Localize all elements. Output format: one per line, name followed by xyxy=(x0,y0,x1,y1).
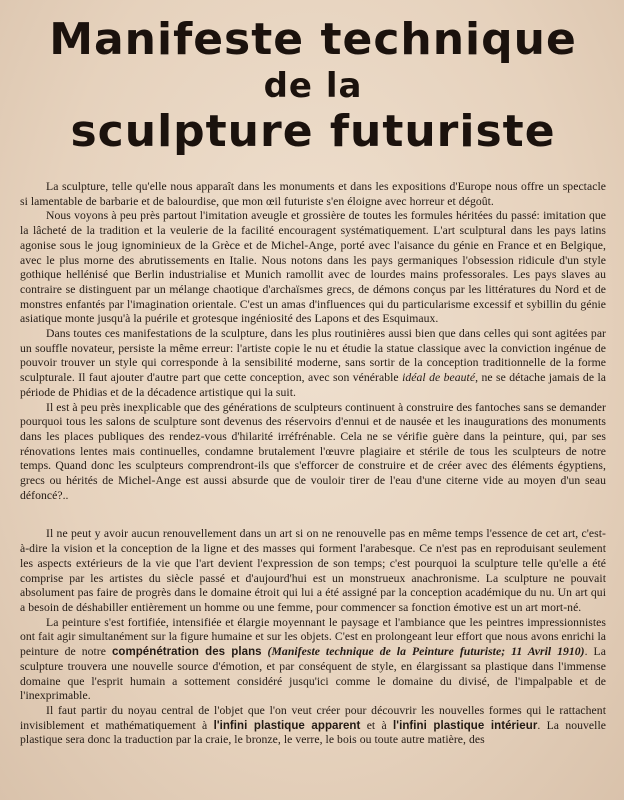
paragraph-6 xyxy=(20,616,606,704)
paragraph-7-bold-2: l'infini plastique intérieur xyxy=(393,719,538,732)
paragraph-6-bold: compénétration des plans xyxy=(111,646,262,659)
manifesto-body xyxy=(20,180,606,748)
title-line-3: sculpture futuriste xyxy=(70,106,556,157)
paragraph-3 xyxy=(20,327,606,401)
paragraph-7-text-b: . La nouvelle plastique sera donc la traduction par la craie, le bronze, le verre, le bois ou toute autre matière, des xyxy=(20,718,606,747)
paragraph-6-reference: (Manifeste technique de la Peinture futuriste; 11 Avril 1910) xyxy=(267,645,585,659)
paragraph-4: Il est à peu près inexplicable que des générations de sculpteurs continuent à construire des fantoches sans se demander pourquoi tous les salons de sculpture sont devenus des réservoirs d'ennui et de nausée et les inaugurations des monuments dans les places publiques des rendez-vous d'hilarité irréfrénable. Cela ne se vérifie guère dans la peinture, qui, par ses rénovations lentes mais continuelles, condamne brutalement l'œuvre plagiaire et stérile de tous les sculpteurs de notre temps. Quand donc les sculpteurs comprendront-ils que s'efforcer de construire et de créer avec des éléments égyptiens, grecs ou hérités de Michel-Ange est aussi absurde que de vouloir tirer de l'eau d'une citerne vide au moyen d'un seau défoncé?.. xyxy=(20,400,606,502)
paragraph-5: Il ne peut y avoir aucun renouvellement dans un art si on ne renouvelle pas en même temps l'essence de cet art, c'est-à-dire la vision et la conception de la ligne et des masses qui forment l'arabesque. Ce n'est pas en reproduisant seulement les aspects extérieurs de la vie que l'art devient l'expression de son temps; c'est pourquoi la sculpture telle qu'elle a été comprise par les artistes du siècle passé et d'aujourd'hui est un monstrueux anachronisme. La sculpture ne pouvait absolument pas faire de progrès dans le domaine étroit qui lui a été assigné par la conception académique du nu. Un art qui a besoin de déshabiller entièrement un homme ou une femme, pour commencer sa fonction émotive est un art mort-né. xyxy=(20,527,606,614)
paragraph-1: La sculpture, telle qu'elle nous apparaît dans les monuments et dans les expositions d'Europe nous offre un spectacle si lamentable de barbarie et de balourdise, que mon œil futuriste s'en éloigne avec horreur et dégoût. xyxy=(20,180,606,208)
paragraph-3-text-b: , ne se détache jamais de la période de Phidias et de la décadence artistique qui la suit. xyxy=(20,371,606,399)
paragraph-7-mid: et à xyxy=(366,718,387,732)
title-line-1: Manifeste technique xyxy=(49,14,577,65)
paragraph-7 xyxy=(20,704,606,748)
paragraph-3-text-a: Dans toutes ces manifestations de la sculpture, dans les plus routinières aussi bien que dans celles qui sont agitées par un souffle novateur, persiste la même erreur: l'artiste copie le nu et étudie la statue classique avec la conviction ingénue de pouvoir trouver un style qui corresponde à la sensibilité moderne, sans sortir de la conception traditionnelle de la forme sculpturale. Il faut ajouter d'autre part que cette conception, avec son vénérable xyxy=(20,327,606,385)
title-line-2: de la xyxy=(263,66,363,106)
paragraph-6-text-a: La peinture s'est fortifiée, intensifiée et élargie moyennant le paysage et l'ambiance que les peintres impressionnistes ont fait agir simultanément sur la figure humaine et sur les objets. C'est en prolongeant leur effort que nous avons enrichi la peinture de notre xyxy=(20,615,606,659)
section-gap xyxy=(20,503,606,527)
paragraph-6-text-b: . La sculpture trouvera une nouvelle source d'émotion, et par conséquent de style, en élargissant sa plastique dans l'immense domaine que l'esprit humain a sottement considéré jusqu'ici comme le domaine du divisé, de l'impalpable et de l'inexprimable. xyxy=(20,645,606,703)
paragraph-2: Nous voyons à peu près partout l'imitation aveugle et grossière de toutes les formules héritées du passé: imitation que la lâcheté de la tradition et la veulerie de la facilité encouragent systématiquement. L'art sculptural dans les pays latins agonise sous le joug ignominieux de la Grèce et de Michel-Ange, porté avec l'aisance du génie en France et en Belgique, avec le plus morne des abrutissements en Italie. Nous notons dans les pays germaniques l'obsession ridicule d'un style gothique hellénisé que Berlin industrialise et Munich ramollit avec de lourdes mains professorales. Les pays slaves au contraire se distinguent par un mélange chaotique d'archaïsmes grecs, de démons conçus par les littératures du Nord et de monstres enfantés par l'imagination orientale. C'est un amas d'influences qui du particularisme excessif et sybillin du génie asiatique monte jusqu'à la puérile et grotesque ingéniosité des Lapons et des Esquimaux. xyxy=(20,209,606,326)
paragraph-7-text-a: Il faut partir du noyau central de l'objet que l'on veut créer pour découvrir les nouvelles formes qui le rattachent invisiblement et mathématiquement à xyxy=(20,703,606,732)
paragraph-3-italic: idéal de beauté xyxy=(402,371,476,385)
paragraph-7-bold-1: l'infini plastique apparent xyxy=(213,719,361,732)
